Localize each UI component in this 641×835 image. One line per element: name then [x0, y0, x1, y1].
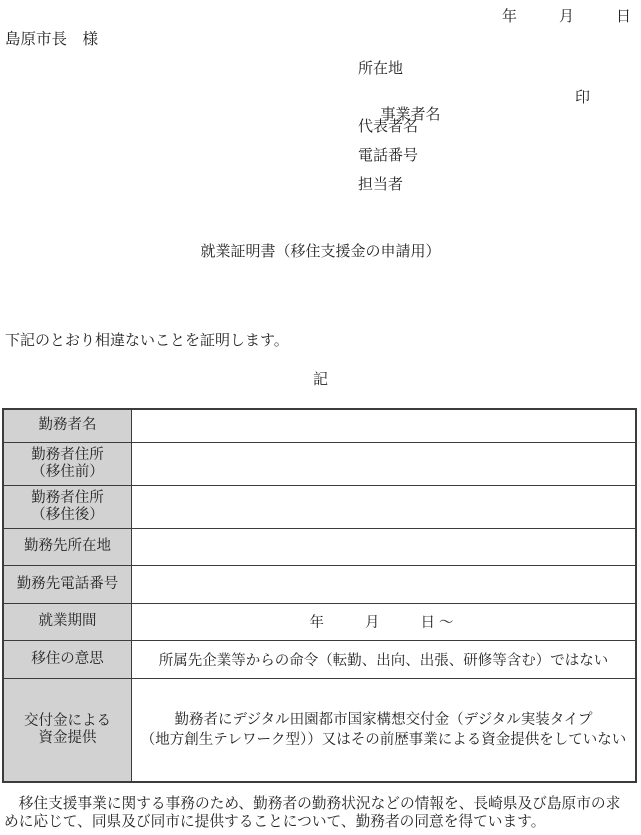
table-row-address-before	[3, 442, 636, 485]
row-value-workplace-location	[132, 528, 637, 565]
consent-paragraph-line-2: めに応じて、同県及び同市に提供することについて、勤務者の同意を得ています。	[4, 813, 546, 830]
row-value-employment-period: 年 月 日～	[132, 603, 637, 640]
table-row-workplace-phone	[3, 565, 636, 603]
consent-paragraph-line-1: 移住支援事業に関する事務のため、勤務者の勤務状況などの情報を、長崎県及び島原市の求	[4, 796, 621, 812]
row-label-workplace-location: 勤務先所在地	[3, 528, 132, 565]
row-value-worker-name	[132, 409, 637, 442]
table-row-migration-intent	[3, 640, 636, 678]
sender-business-name-line	[358, 86, 591, 123]
row-value-grant-funding: 勤務者にデジタル田園都市国家構想交付金（デジタル実装タイプ （地方創生テレワーク型））又はその前歴事業による資金提供をしていない	[132, 678, 637, 782]
row-label-worker-name: 勤務者名	[3, 409, 132, 442]
consent-paragraph	[4, 796, 638, 831]
sender-phone-label: 電話番号	[358, 148, 419, 164]
row-value-workplace-phone	[132, 565, 637, 603]
ki-marker: 記	[312, 372, 328, 388]
date-line: 年 月 日	[501, 9, 635, 25]
certification-statement: 下記のとおり相違ないことを証明します。	[5, 333, 289, 349]
sender-business-name-label: 事業者名	[380, 107, 441, 123]
row-label-workplace-phone: 勤務先電話番号	[3, 565, 132, 603]
seal-mark: 印	[575, 90, 591, 106]
table-row-address-after	[3, 485, 636, 528]
row-value-address-before	[132, 442, 637, 485]
table-row-worker-name	[3, 409, 636, 442]
sender-contact-label: 担当者	[358, 177, 404, 193]
row-label-address-before: 勤務者住所 （移住前）	[3, 442, 132, 485]
row-value-address-after	[132, 485, 637, 528]
row-value-migration-intent: 所属先企業等からの命令（転勤、出向、出張、研修等含む）ではない	[132, 640, 637, 678]
row-label-grant-funding: 交付金による 資金提供	[3, 678, 132, 782]
table-row-employment-period	[3, 603, 636, 640]
sender-location-label: 所在地	[358, 61, 404, 77]
certificate-table	[2, 408, 637, 783]
table-row-workplace-location	[3, 528, 636, 565]
row-label-employment-period: 就業期間	[3, 603, 132, 640]
sender-block	[358, 57, 591, 202]
sender-representative-label: 代表者名	[358, 119, 419, 135]
row-label-migration-intent: 移住の意思	[3, 640, 132, 678]
document-title: 就業証明書（移住支援金の申請用）	[200, 244, 441, 260]
row-label-address-after: 勤務者住所 （移住後）	[3, 485, 132, 528]
table-row-grant-funding	[3, 678, 636, 782]
recipient-line: 島原市長 様	[5, 31, 99, 48]
